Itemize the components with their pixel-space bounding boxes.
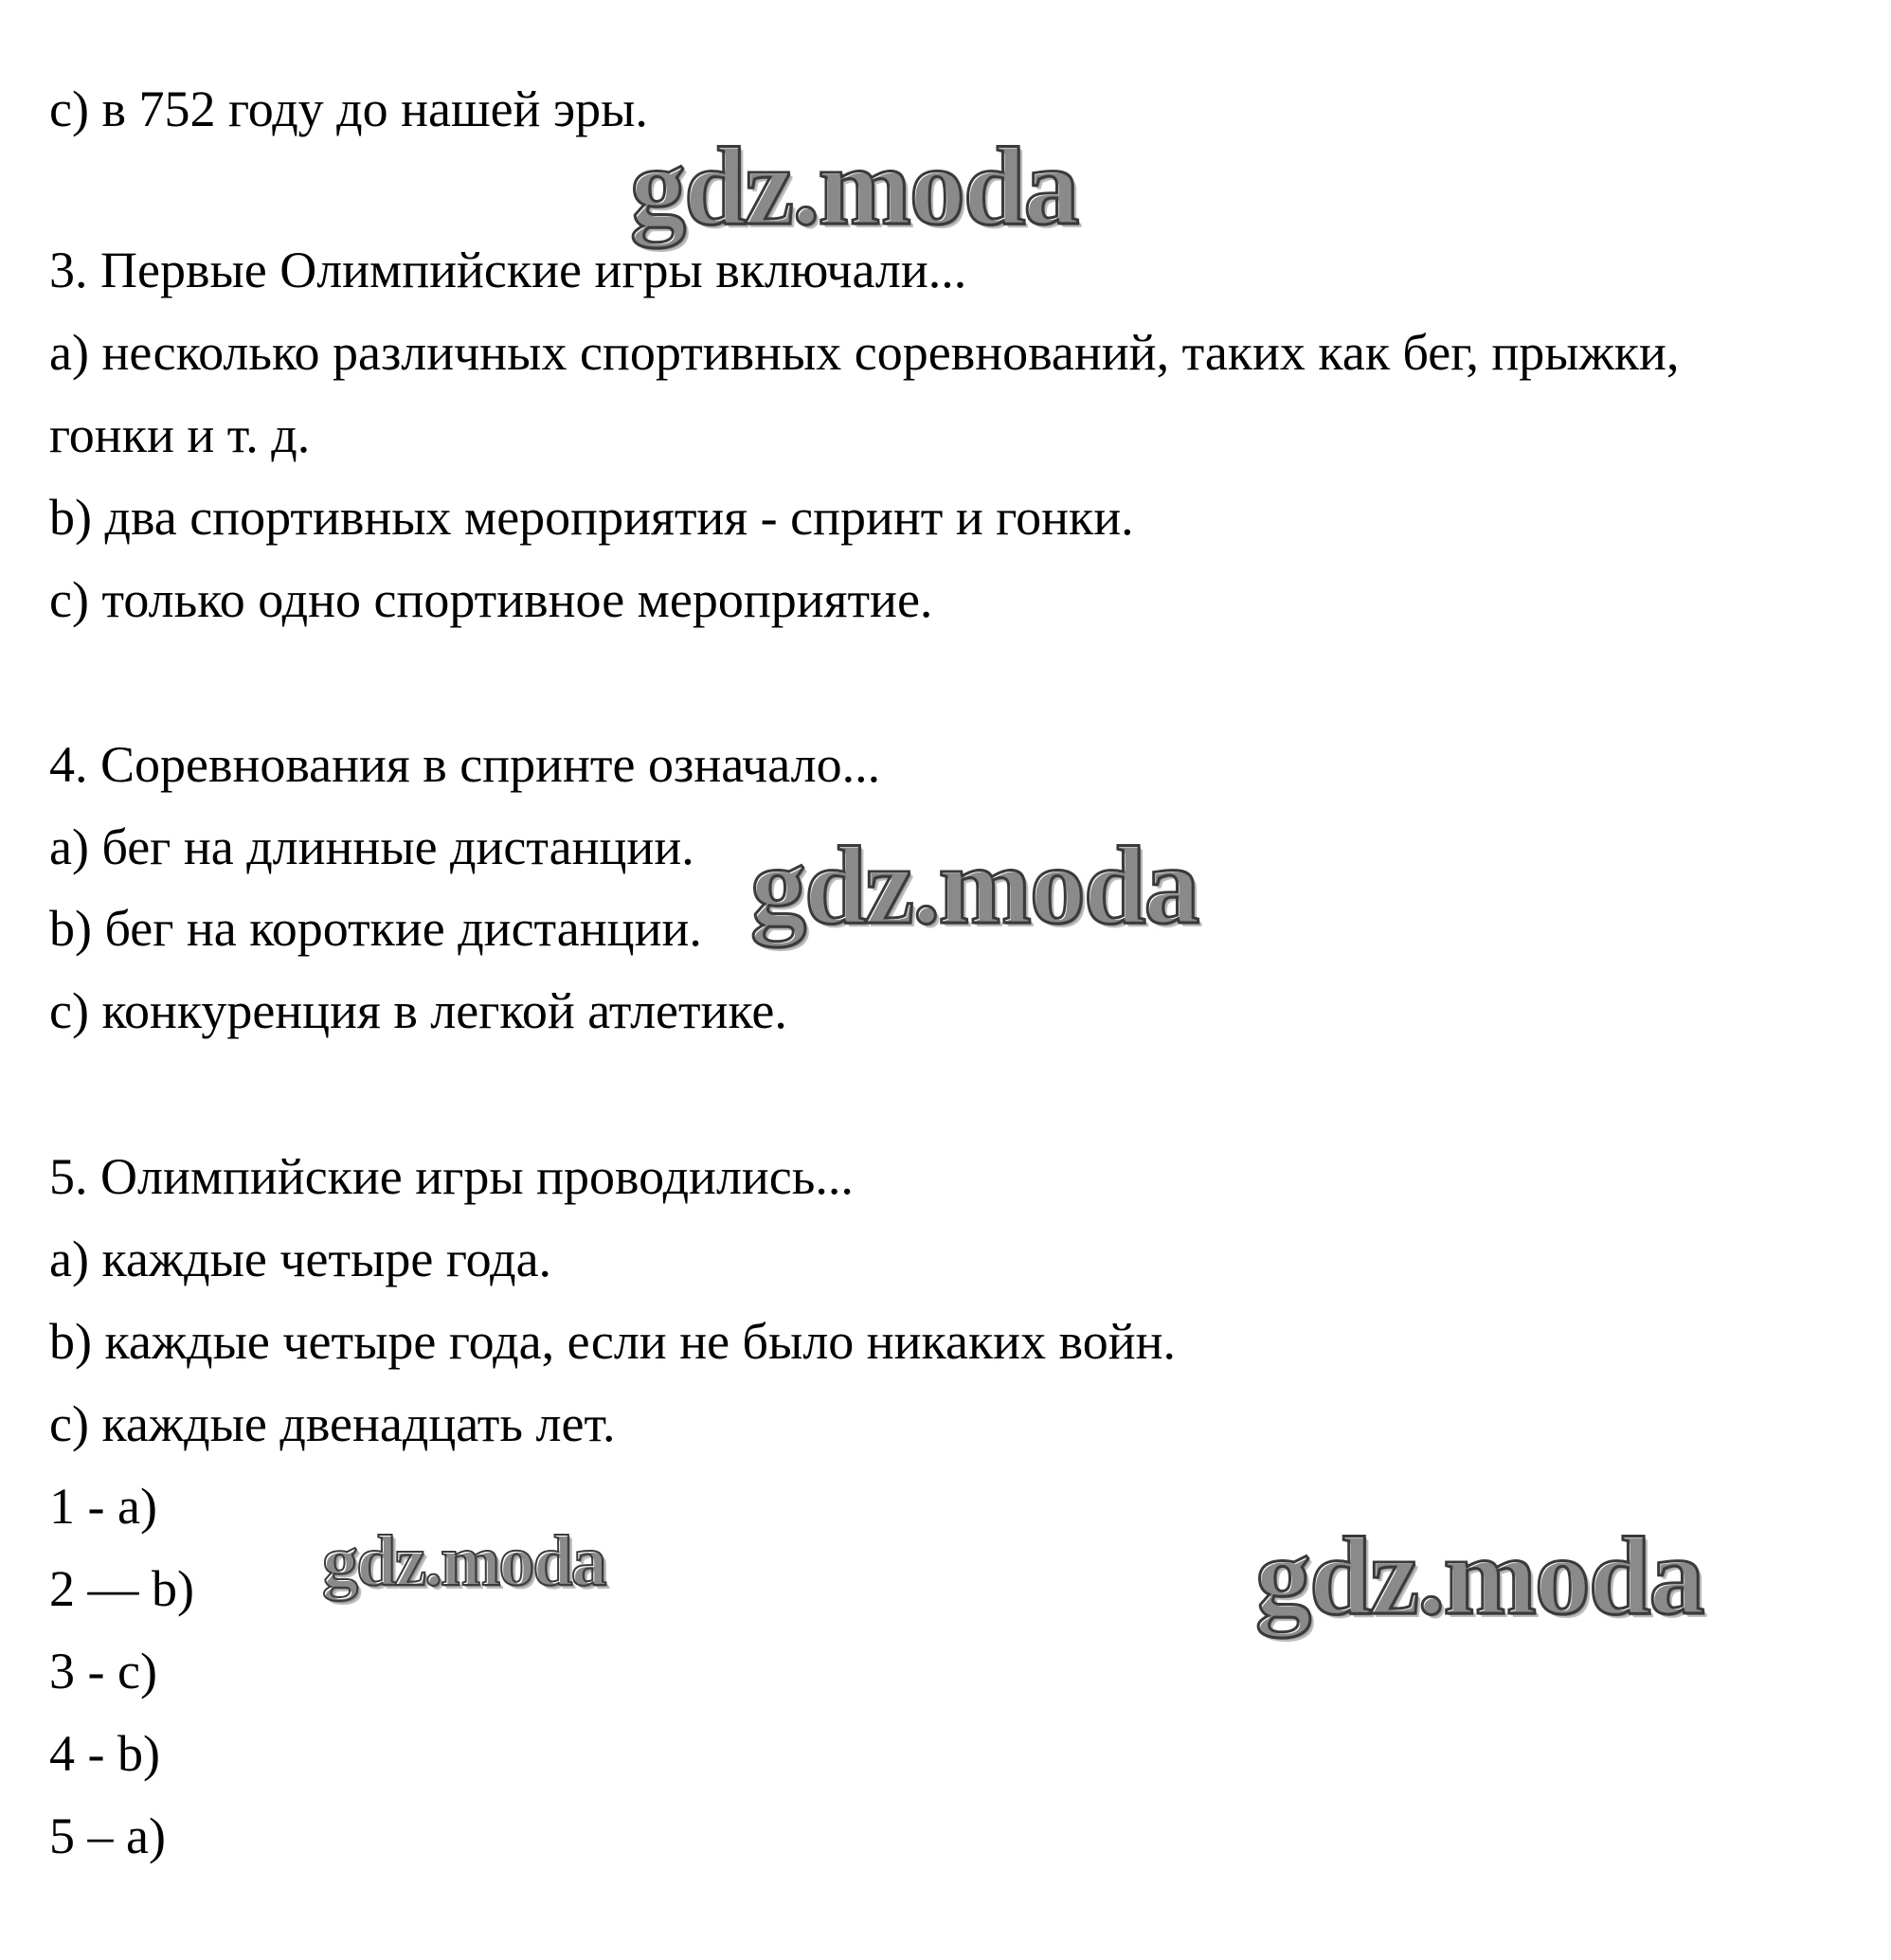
- answer-option-3b: b) два спортивных мероприятия - спринт и гонки.: [49, 489, 1134, 546]
- answer-option-4b: b) бег на короткие дистанции.: [49, 900, 702, 957]
- answer-key-2: 2 — b): [49, 1560, 194, 1617]
- answer-option-5c: c) каждые двенадцать лет.: [49, 1395, 616, 1452]
- answer-option-2c: c) в 752 году до нашей эры.: [49, 81, 648, 137]
- watermark-logo: gdz.moda: [750, 823, 1198, 947]
- answer-key-4: 4 - b): [49, 1725, 160, 1782]
- answer-option-5b: b) каждые четыре года, если не было никаких войн.: [49, 1313, 1177, 1370]
- answer-key-1: 1 - a): [49, 1478, 157, 1535]
- question-5: 5. Олимпийские игры проводились...: [49, 1148, 854, 1205]
- answer-option-5a: a) каждые четыре года.: [49, 1231, 552, 1287]
- question-3: 3. Первые Олимпийские игры включали...: [49, 242, 967, 298]
- watermark-logo: gdz.moda: [1255, 1514, 1703, 1638]
- watermark-logo: gdz.moda: [322, 1521, 605, 1601]
- answer-option-4c: c) конкуренция в легкой атлетике.: [49, 982, 787, 1039]
- answer-option-3a-continued: гонки и т. д.: [49, 406, 311, 463]
- answer-option-3c: c) только одно спортивное мероприятие.: [49, 571, 933, 628]
- answer-key-5: 5 – a): [49, 1807, 166, 1864]
- question-4: 4. Соревнования в спринте означало...: [49, 736, 881, 793]
- answer-key-3: 3 - c): [49, 1643, 157, 1699]
- answer-option-4a: a) бег на длинные дистанции.: [49, 818, 694, 875]
- answer-option-3a: a) несколько различных спортивных соревнований, таких как бег, прыжки,: [49, 324, 1680, 381]
- watermark-logo: gdz.moda: [630, 124, 1078, 248]
